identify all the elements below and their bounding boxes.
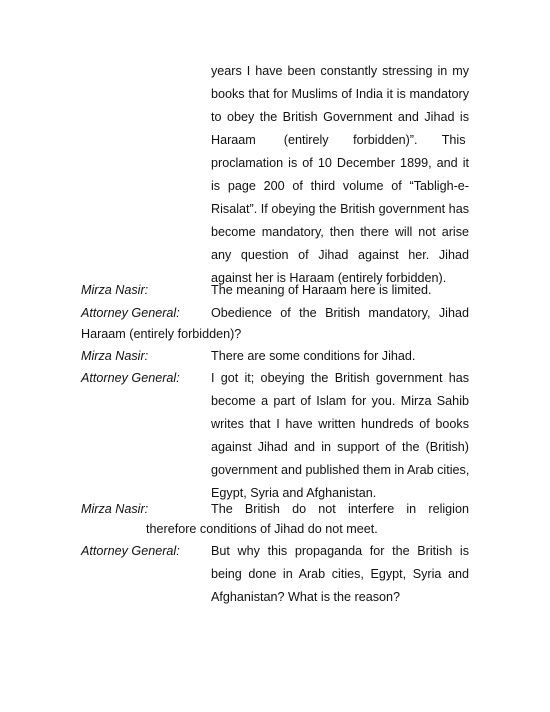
- dialogue-line: The British do not interfere in religion: [211, 502, 469, 516]
- speaker-label: Mirza Nasir:: [81, 349, 149, 363]
- speaker-label: Attorney General:: [81, 371, 180, 385]
- dialogue-line: writes that I have written hundreds of books: [211, 417, 469, 431]
- dialogue-line: therefore conditions of Jihad do not meet.: [146, 522, 378, 536]
- speaker-label: Attorney General:: [81, 306, 180, 320]
- speaker-label: Mirza Nasir:: [81, 283, 149, 297]
- paragraph-line: is page 200 of third volume of “Tabligh-e-: [211, 179, 469, 193]
- dialogue-line: Egypt, Syria and Afghanistan.: [211, 486, 377, 500]
- paragraph-line: books that for Muslims of India it is mandatory: [211, 87, 469, 101]
- dialogue-line: The meaning of Haraam here is limited.: [211, 283, 432, 297]
- paragraph-line: Risalat”. If obeying the British government has: [211, 202, 469, 216]
- paragraph-line: years I have been constantly stressing in my: [211, 64, 469, 78]
- paragraph-line: against her is Haraam (entirely forbidden).: [211, 271, 447, 285]
- dialogue-line: Obedience of the British mandatory, Jihad: [211, 306, 469, 320]
- paragraph-line: any question of Jihad against her. Jihad: [211, 248, 469, 262]
- dialogue-line: government and published them in Arab cities,: [211, 463, 470, 477]
- paragraph-line: to obey the British Government and Jihad is: [211, 110, 469, 124]
- speaker-label: Attorney General:: [81, 544, 180, 558]
- paragraph-line: become mandatory, then there will not arise: [211, 225, 469, 239]
- dialogue-line: being done in Arab cities, Egypt, Syria and: [211, 567, 469, 581]
- dialogue-line: Haraam (entirely forbidden)?: [81, 327, 242, 341]
- dialogue-line: But why this propaganda for the British is: [211, 544, 469, 558]
- dialogue-line: I got it; obeying the British government has: [211, 371, 469, 385]
- dialogue-line: Afghanistan? What is the reason?: [211, 590, 401, 604]
- paragraph-line: proclamation is of 10 December 1899, and it: [211, 156, 469, 170]
- speaker-label: Mirza Nasir:: [81, 502, 149, 516]
- dialogue-line: There are some conditions for Jihad.: [211, 349, 416, 363]
- dialogue-line: against Jihad and in support of the (British): [211, 440, 469, 454]
- paragraph-line: Haraam (entirely forbidden)”. This: [211, 133, 466, 147]
- dialogue-line: become a part of Islam for you. Mirza Sahib: [211, 394, 469, 408]
